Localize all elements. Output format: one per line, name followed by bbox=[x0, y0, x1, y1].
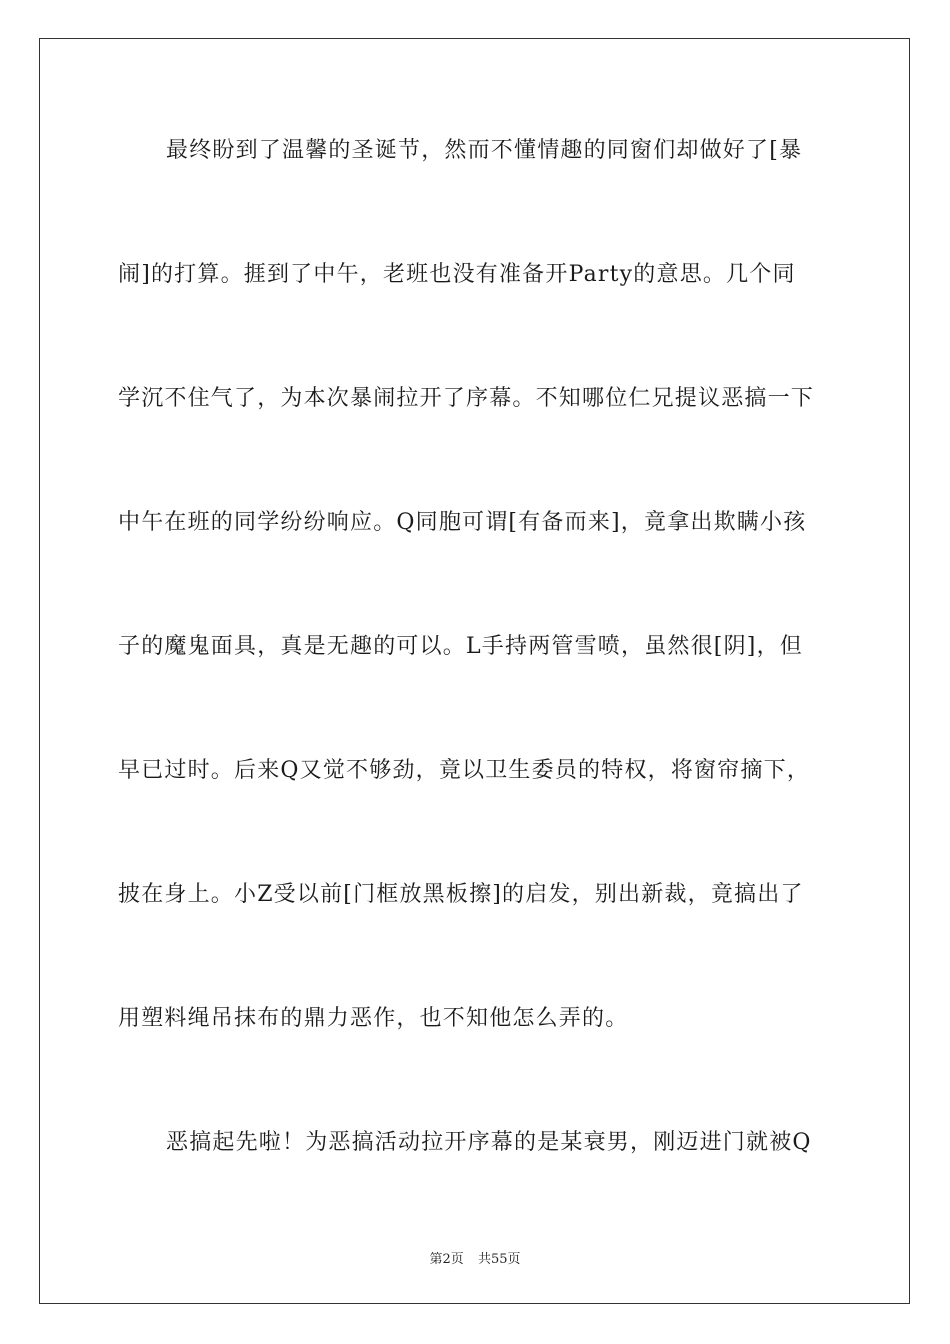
text-line: 学沉不住气了，为本次暴闹拉开了序幕。不知哪位仁兄提议恶搞一下 bbox=[118, 386, 815, 411]
text-line: 最终盼到了温馨的圣诞节，然而不懂情趣的同窗们却做好了[暴 bbox=[166, 138, 803, 163]
text-line: 子的魔鬼面具，真是无趣的可以。L手持两管雪喷，虽然很[阴]，但 bbox=[118, 634, 803, 659]
text-line: 用塑料绳吊抹布的鼎力恶作，也不知他怎么弄的。 bbox=[118, 1006, 629, 1031]
page-footer bbox=[0, 1248, 950, 1267]
text-line: 中午在班的同学纷纷响应。Q同胞可谓[有备而来]，竟拿出欺瞒小孩 bbox=[118, 510, 807, 535]
text-line: 闹]的打算。捱到了中午，老班也没有准备开Party的意思。几个同 bbox=[118, 262, 796, 287]
page-number: 第2页 bbox=[429, 1252, 464, 1267]
text-line: 披在身上。小Z受以前[门框放黑板擦]的启发，别出新裁，竟搞出了 bbox=[118, 882, 804, 907]
text-line: 恶搞起先啦！为恶搞活动拉开序幕的是某衰男，刚迈进门就被Q bbox=[166, 1130, 812, 1155]
text-line: 早已过时。后来Q又觉不够劲，竟以卫生委员的特权，将窗帘摘下， bbox=[118, 758, 811, 783]
page-total: 共55页 bbox=[477, 1252, 521, 1267]
page-border bbox=[39, 38, 910, 1304]
